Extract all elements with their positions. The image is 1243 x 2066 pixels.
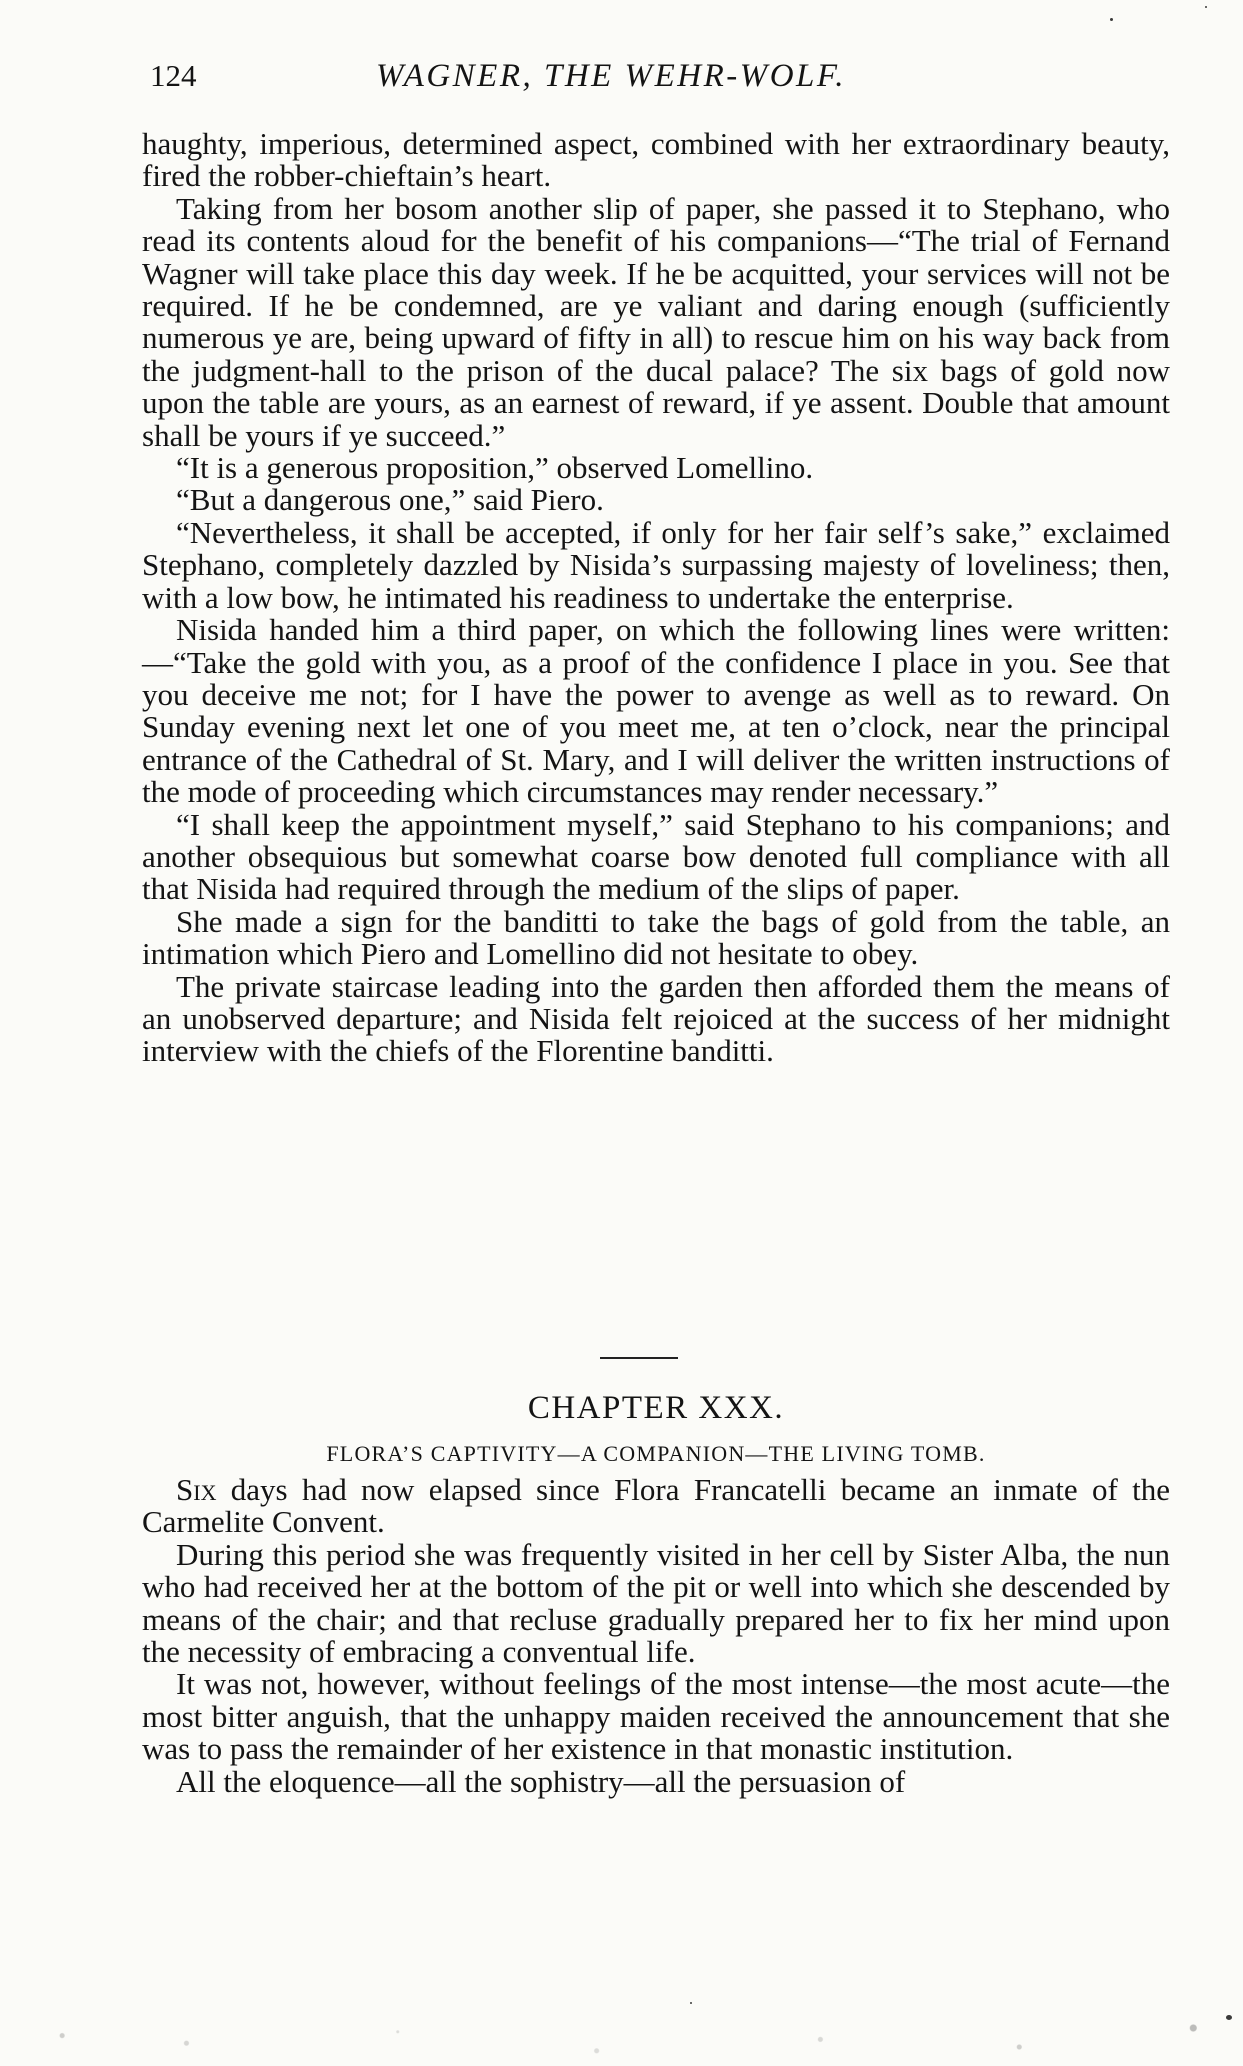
chapter-body-text	[142, 1474, 1170, 1798]
paragraph: Taking from her bosom another slip of paper, she passed it to Stephano, who read its contents aloud for the benefit of his companions—“The trial of Fernand Wagner will take place this day week. If he be acquitted, your services will not be required. If he be condemned, are ye valiant and daring enough (sufficiently numerous ye are, being upward of fifty in all) to rescue him on his way back from the judgment-hall to the prison of the ducal palace? The six bags of gold now upon the table are yours, as an earnest of reward, if ye assent. Double that amount shall be yours if ye succeed.”	[142, 190, 1170, 453]
paragraph: Nisida handed him a third paper, on which the following lines were written:—“Take the gold with you, as a proof of the confidence I place in you. See that you deceive me not; for I have the power to avenge as well as to reward. On Sunday evening next let one of you meet me, at ten o’clock, near the principal entrance of the Cathedral of St. Mary, and I will deliver the written instructions of the mode of proceeding which circumstances may render necessary.”	[142, 612, 1170, 810]
drop-lead-word: Six	[176, 1472, 217, 1507]
paragraph-text: All the eloquence—all the sophistry—all the persuasion of	[176, 1763, 906, 1799]
paragraph: “I shall keep the appointment myself,” said Stephano to his companions; and another obsequious but somewhat coarse bow denoted full compliance with all that Nisida had required through the medium of the slips of paper.	[142, 806, 1170, 907]
scan-speck	[1226, 2015, 1232, 2020]
paragraph	[142, 1668, 1170, 1765]
scan-noise	[0, 1990, 1243, 2066]
chapter-subtitle: FLORA’S CAPTIVITY—A COMPANION—THE LIVING TOMB.	[326, 1441, 986, 1466]
paragraph-text: It was not, however, without feelings of the most intense—the most acute—the most bitter anguish, that the unhappy maiden received the announcement that she was to pass the remainder of her existence in that monastic institution.	[142, 1666, 1170, 1767]
paragraph: “Nevertheless, it shall be accepted, if only for her fair self’s sake,” exclaimed Stephano, completely dazzled by Nisida’s surpassing majesty of loveliness; then, with a low bow, he intimated his readiness to undertake the enterprise.	[142, 514, 1170, 615]
body-text	[142, 128, 1170, 1068]
scan-speck	[1110, 18, 1113, 21]
paragraph: She made a sign for the banditti to take the bags of gold from the table, an intimation which Piero and Lomellino did not hesitate to obey.	[142, 903, 1170, 972]
scan-speck	[690, 2002, 692, 2004]
paragraph: “But a dangerous one,” said Piero.	[176, 482, 604, 518]
paragraph: haughty, imperious, determined aspect, combined with her extraordinary beauty, fired the robber-chieftain’s heart.	[142, 126, 1170, 194]
paragraph	[142, 1474, 1170, 1539]
paragraph: “It is a generous proposition,” observed Lomellino.	[176, 450, 814, 486]
running-title: WAGNER, THE WEHR-WOLF.	[376, 58, 847, 94]
page-header	[142, 52, 1172, 104]
paragraph	[142, 1536, 1170, 1670]
chapter-title: CHAPTER XXX.	[527, 1390, 785, 1426]
paragraph-text: days had now elapsed since Flora Francatelli became an inmate of the Carmelite Convent.	[142, 1472, 1170, 1540]
paragraph	[142, 1763, 1170, 1799]
page-number: 124	[150, 58, 197, 93]
section-divider	[600, 1357, 678, 1359]
scan-speck	[1205, 6, 1207, 8]
paragraph: The private staircase leading into the garden then afforded them the means of an unobserved departure; and Nisida felt rejoiced at the success of her midnight interview with the chiefs of the Florentine banditti.	[142, 968, 1170, 1069]
paragraph-text: During this period she was frequently visited in her cell by Sister Alba, the nun who had received her at the bottom of the pit or well into which she descended by means of the chair; and that recluse gradually prepared her to fix her mind upon the necessity of embracing a conventual life.	[142, 1536, 1170, 1670]
